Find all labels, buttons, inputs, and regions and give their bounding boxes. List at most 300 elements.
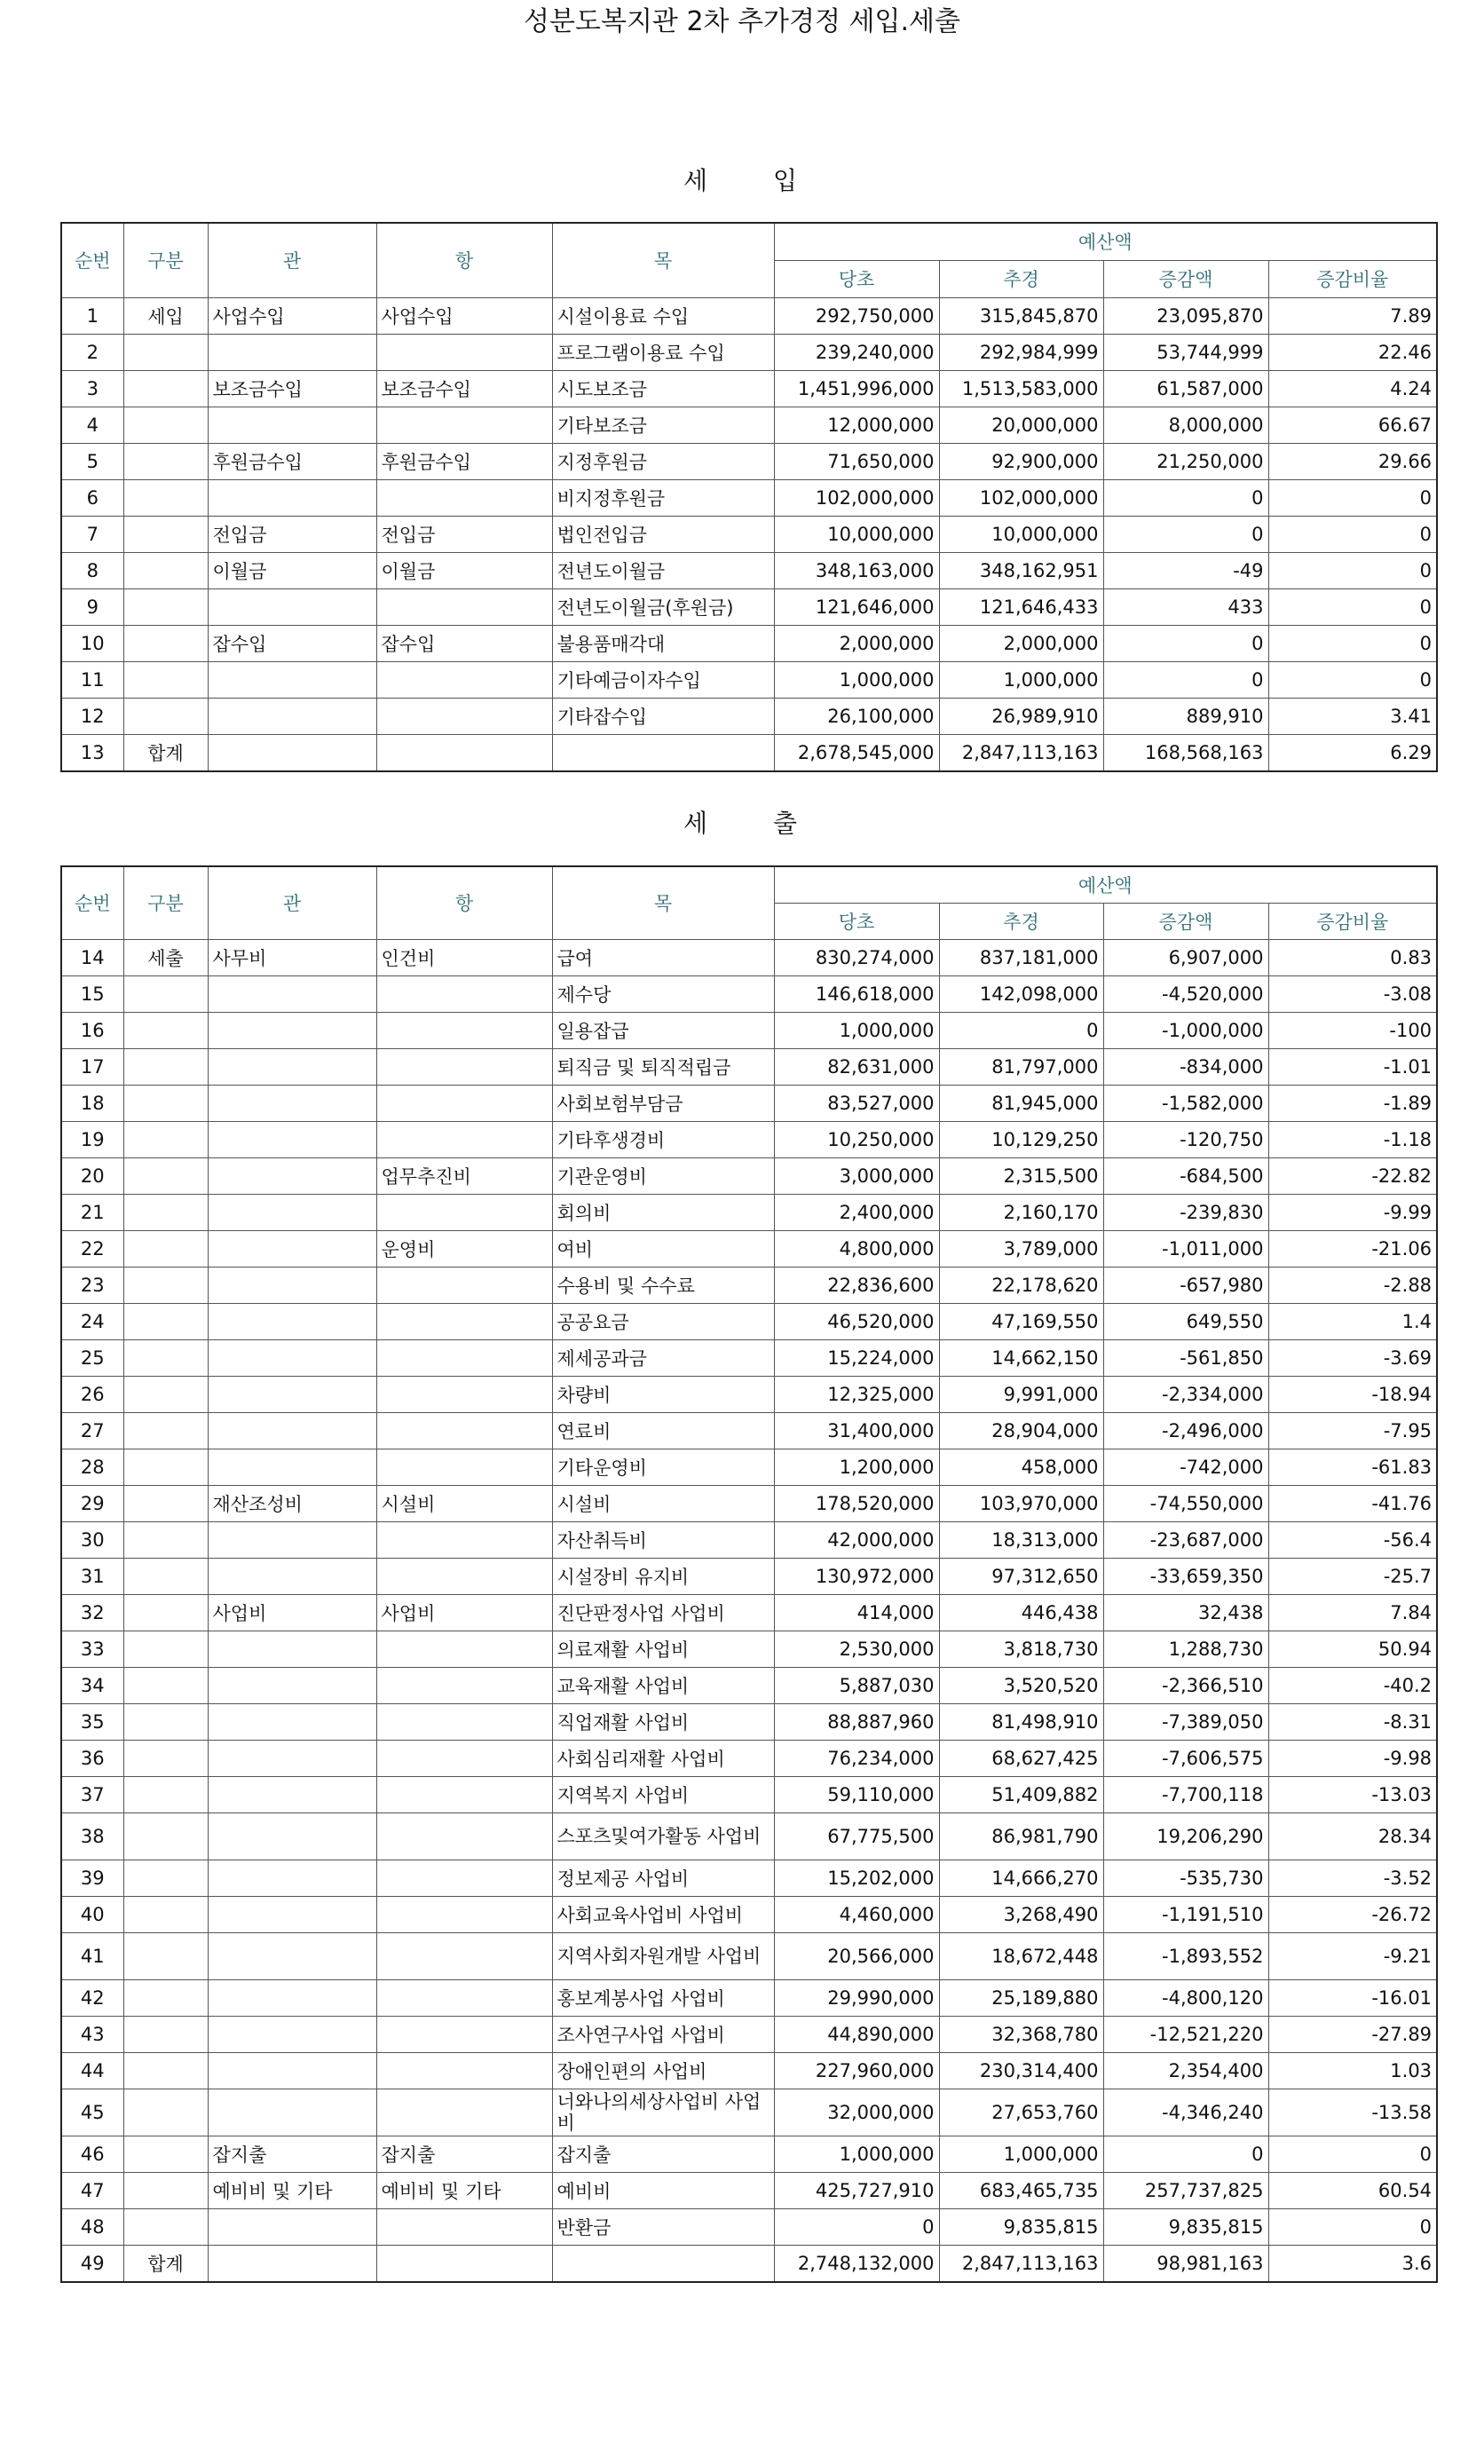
header-gubun: 구분 (123, 223, 208, 297)
row-category (123, 698, 208, 734)
row-original-amount: 29,990,000 (774, 1979, 939, 2016)
total-number: 49 (61, 2245, 123, 2282)
row-difference: -4,346,240 (1103, 2089, 1268, 2136)
row-category (123, 2208, 208, 2245)
row-category (123, 1896, 208, 1932)
row-category (123, 443, 208, 479)
row-ratio: -21.06 (1268, 1230, 1437, 1267)
row-mok: 기타잡수입 (552, 698, 774, 734)
row-gwan (208, 1932, 376, 1979)
row-difference: 889,910 (1103, 698, 1268, 734)
row-ratio: -13.03 (1268, 1776, 1437, 1812)
row-revised-amount: 102,000,000 (939, 479, 1103, 516)
table-row (61, 2208, 1437, 2245)
row-original-amount: 425,727,910 (774, 2172, 939, 2208)
row-hang (376, 407, 552, 443)
table-row (61, 1085, 1437, 1121)
row-original-amount: 10,000,000 (774, 516, 939, 552)
total-row (61, 734, 1437, 771)
row-original-amount: 15,224,000 (774, 1339, 939, 1376)
row-mok: 스포츠및여가활동 사업비 (552, 1812, 774, 1860)
row-number: 34 (61, 1667, 123, 1703)
row-mok: 반환금 (552, 2208, 774, 2245)
header-mok: 목 (552, 866, 774, 939)
row-category (123, 1740, 208, 1776)
header-hang: 항 (376, 223, 552, 297)
row-ratio: 0 (1268, 479, 1437, 516)
row-ratio: 1.4 (1268, 1303, 1437, 1339)
row-number: 21 (61, 1194, 123, 1230)
row-gwan (208, 2052, 376, 2089)
row-mok: 자산취득비 (552, 1521, 774, 1558)
row-mok: 지정후원금 (552, 443, 774, 479)
table-row (61, 1812, 1437, 1860)
row-ratio: -40.2 (1268, 1667, 1437, 1703)
header-gubun: 구분 (123, 866, 208, 939)
row-gwan (208, 1339, 376, 1376)
row-hang (376, 2089, 552, 2136)
row-number: 17 (61, 1048, 123, 1085)
row-number: 42 (61, 1979, 123, 2016)
row-difference: -834,000 (1103, 1048, 1268, 1085)
row-hang (376, 1376, 552, 1412)
row-gwan (208, 407, 376, 443)
table-row (61, 443, 1437, 479)
row-mok: 진단판정사업 사업비 (552, 1594, 774, 1631)
row-difference: -1,582,000 (1103, 1085, 1268, 1121)
row-difference: 433 (1103, 588, 1268, 625)
row-category (123, 1230, 208, 1267)
row-difference: -561,850 (1103, 1339, 1268, 1376)
row-revised-amount: 837,181,000 (939, 939, 1103, 975)
row-difference: -2,496,000 (1103, 1412, 1268, 1449)
row-hang (376, 1303, 552, 1339)
total-gwan (208, 2245, 376, 2282)
row-number: 30 (61, 1521, 123, 1558)
row-category (123, 588, 208, 625)
row-revised-amount: 2,315,500 (939, 1157, 1103, 1194)
row-revised-amount: 3,520,520 (939, 1667, 1103, 1703)
row-hang (376, 1776, 552, 1812)
row-difference: -4,520,000 (1103, 975, 1268, 1012)
row-number: 18 (61, 1085, 123, 1121)
table-row (61, 1230, 1437, 1267)
row-number: 19 (61, 1121, 123, 1157)
row-category (123, 1860, 208, 1896)
row-original-amount: 1,451,996,000 (774, 370, 939, 407)
row-difference: 19,206,290 (1103, 1812, 1268, 1860)
header-ratio: 증감비율 (1268, 903, 1437, 939)
row-revised-amount: 14,662,150 (939, 1339, 1103, 1376)
row-mok: 비지정후원금 (552, 479, 774, 516)
row-category (123, 479, 208, 516)
row-revised-amount: 86,981,790 (939, 1812, 1103, 1860)
row-original-amount: 1,000,000 (774, 2136, 939, 2172)
row-difference: 649,550 (1103, 1303, 1268, 1339)
row-hang: 업무추진비 (376, 1157, 552, 1194)
row-revised-amount: 81,498,910 (939, 1703, 1103, 1740)
header-original: 당초 (774, 260, 939, 297)
row-ratio: -61.83 (1268, 1449, 1437, 1485)
row-mok: 너와나의세상사업비 사업비 (552, 2089, 774, 2136)
row-mok: 여비 (552, 1230, 774, 1267)
row-hang (376, 334, 552, 370)
row-gwan: 잡수입 (208, 625, 376, 661)
row-ratio: 3.41 (1268, 698, 1437, 734)
row-gwan (208, 1157, 376, 1194)
table-row (61, 407, 1437, 443)
row-hang (376, 698, 552, 734)
row-ratio: 0 (1268, 516, 1437, 552)
row-revised-amount: 92,900,000 (939, 443, 1103, 479)
row-gwan: 사업비 (208, 1594, 376, 1631)
row-number: 23 (61, 1267, 123, 1303)
row-mok: 법인전입금 (552, 516, 774, 552)
row-mok: 잡지출 (552, 2136, 774, 2172)
row-revised-amount: 32,368,780 (939, 2016, 1103, 2052)
total-difference: 168,568,163 (1103, 734, 1268, 771)
total-label: 합계 (123, 734, 208, 771)
row-category (123, 625, 208, 661)
row-number: 40 (61, 1896, 123, 1932)
row-mok: 사회보험부담금 (552, 1085, 774, 1121)
row-difference: 0 (1103, 625, 1268, 661)
row-gwan (208, 1979, 376, 2016)
row-category (123, 1121, 208, 1157)
row-mok: 사회심리재활 사업비 (552, 1740, 774, 1776)
row-revised-amount: 142,098,000 (939, 975, 1103, 1012)
row-difference: -535,730 (1103, 1860, 1268, 1896)
row-mok: 불용품매각대 (552, 625, 774, 661)
row-ratio: -100 (1268, 1012, 1437, 1048)
row-number: 27 (61, 1412, 123, 1449)
row-category (123, 334, 208, 370)
row-ratio: -26.72 (1268, 1896, 1437, 1932)
table-row (61, 1194, 1437, 1230)
row-ratio: -1.01 (1268, 1048, 1437, 1085)
row-number: 12 (61, 698, 123, 734)
row-category (123, 1932, 208, 1979)
row-gwan (208, 975, 376, 1012)
row-number: 4 (61, 407, 123, 443)
row-original-amount: 76,234,000 (774, 1740, 939, 1776)
table-row (61, 2172, 1437, 2208)
row-original-amount: 292,750,000 (774, 297, 939, 334)
table-row (61, 1667, 1437, 1703)
row-difference: -2,366,510 (1103, 1667, 1268, 1703)
row-category (123, 1376, 208, 1412)
row-difference: 61,587,000 (1103, 370, 1268, 407)
row-category (123, 1194, 208, 1230)
table-row (61, 1412, 1437, 1449)
total-ratio: 6.29 (1268, 734, 1437, 771)
table-row (61, 1932, 1437, 1979)
row-original-amount: 1,000,000 (774, 1012, 939, 1048)
row-gwan (208, 1267, 376, 1303)
row-hang (376, 1521, 552, 1558)
row-category (123, 1667, 208, 1703)
row-original-amount: 146,618,000 (774, 975, 939, 1012)
row-hang: 예비비 및 기타 (376, 2172, 552, 2208)
row-number: 16 (61, 1012, 123, 1048)
row-gwan (208, 588, 376, 625)
row-ratio: 0 (1268, 552, 1437, 588)
row-category (123, 1558, 208, 1594)
row-number: 32 (61, 1594, 123, 1631)
row-number: 41 (61, 1932, 123, 1979)
row-revised-amount: 446,438 (939, 1594, 1103, 1631)
row-hang (376, 1121, 552, 1157)
table-row (61, 1703, 1437, 1740)
row-hang (376, 1412, 552, 1449)
table-row (61, 1339, 1437, 1376)
row-category (123, 2172, 208, 2208)
header-revised: 추경 (939, 260, 1103, 297)
row-ratio: 4.24 (1268, 370, 1437, 407)
row-difference: -120,750 (1103, 1121, 1268, 1157)
row-ratio: -3.52 (1268, 1860, 1437, 1896)
row-original-amount: 26,100,000 (774, 698, 939, 734)
row-number: 1 (61, 297, 123, 334)
table-row (61, 698, 1437, 734)
row-difference: -239,830 (1103, 1194, 1268, 1230)
row-mok: 수용비 및 수수료 (552, 1267, 774, 1303)
table-row (61, 1449, 1437, 1485)
row-hang (376, 1812, 552, 1860)
row-difference: -7,606,575 (1103, 1740, 1268, 1776)
row-original-amount: 830,274,000 (774, 939, 939, 975)
row-ratio: -18.94 (1268, 1376, 1437, 1412)
row-difference: 23,095,870 (1103, 297, 1268, 334)
row-hang (376, 2016, 552, 2052)
row-mok: 기타보조금 (552, 407, 774, 443)
row-category (123, 2016, 208, 2052)
table-row (61, 1303, 1437, 1339)
row-revised-amount: 3,268,490 (939, 1896, 1103, 1932)
table-row (61, 1485, 1437, 1521)
row-category (123, 1412, 208, 1449)
row-gwan (208, 1194, 376, 1230)
row-ratio: -3.08 (1268, 975, 1437, 1012)
row-revised-amount: 81,797,000 (939, 1048, 1103, 1085)
row-difference: 1,288,730 (1103, 1631, 1268, 1667)
row-mok: 직업재활 사업비 (552, 1703, 774, 1740)
row-mok: 지역복지 사업비 (552, 1776, 774, 1812)
table-row (61, 1860, 1437, 1896)
row-number: 46 (61, 2136, 123, 2172)
total-row (61, 2245, 1437, 2282)
row-hang (376, 1631, 552, 1667)
row-mok: 전년도이월금 (552, 552, 774, 588)
table-row (61, 2089, 1437, 2136)
row-category (123, 1449, 208, 1485)
table-row (61, 1121, 1437, 1157)
row-hang (376, 1932, 552, 1979)
row-hang (376, 2052, 552, 2089)
table-row (61, 1776, 1437, 1812)
row-revised-amount: 10,129,250 (939, 1121, 1103, 1157)
table-row (61, 1558, 1437, 1594)
row-category (123, 1267, 208, 1303)
row-category (123, 2089, 208, 2136)
row-mok: 시설비 (552, 1485, 774, 1521)
row-category (123, 1012, 208, 1048)
row-number: 14 (61, 939, 123, 975)
row-hang (376, 1267, 552, 1303)
row-number: 6 (61, 479, 123, 516)
row-mok: 지역사회자원개발 사업비 (552, 1932, 774, 1979)
row-mok: 시설장비 유지비 (552, 1558, 774, 1594)
row-mok: 조사연구사업 사업비 (552, 2016, 774, 2052)
row-mok: 예비비 (552, 2172, 774, 2208)
row-difference: 32,438 (1103, 1594, 1268, 1631)
row-gwan: 재산조성비 (208, 1485, 376, 1521)
row-revised-amount: 47,169,550 (939, 1303, 1103, 1339)
table-row (61, 297, 1437, 334)
row-revised-amount: 68,627,425 (939, 1740, 1103, 1776)
page-title: 성분도복지관 2차 추가경정 세입.세출 (524, 6, 960, 37)
row-ratio: 50.94 (1268, 1631, 1437, 1667)
row-ratio: -8.31 (1268, 1703, 1437, 1740)
row-original-amount: 239,240,000 (774, 334, 939, 370)
row-hang (376, 1339, 552, 1376)
row-difference: -7,389,050 (1103, 1703, 1268, 1740)
row-hang (376, 1896, 552, 1932)
row-revised-amount: 1,000,000 (939, 2136, 1103, 2172)
row-difference: -742,000 (1103, 1449, 1268, 1485)
row-original-amount: 3,000,000 (774, 1157, 939, 1194)
row-number: 22 (61, 1230, 123, 1267)
row-mok: 기타운영비 (552, 1449, 774, 1485)
row-category (123, 1631, 208, 1667)
row-hang: 보조금수입 (376, 370, 552, 407)
row-difference: -4,800,120 (1103, 1979, 1268, 2016)
row-revised-amount: 103,970,000 (939, 1485, 1103, 1521)
row-ratio: -9.98 (1268, 1740, 1437, 1776)
row-gwan: 예비비 및 기타 (208, 2172, 376, 2208)
row-gwan: 후원금수입 (208, 443, 376, 479)
header-no: 순번 (61, 223, 123, 297)
row-mok: 프로그램이용료 수입 (552, 334, 774, 370)
header-revised: 추경 (939, 903, 1103, 939)
row-gwan (208, 1048, 376, 1085)
table-row (61, 479, 1437, 516)
row-hang (376, 1194, 552, 1230)
row-number: 7 (61, 516, 123, 552)
row-revised-amount: 292,984,999 (939, 334, 1103, 370)
row-number: 47 (61, 2172, 123, 2208)
revenue-table (60, 222, 1438, 772)
row-category (123, 1594, 208, 1631)
row-revised-amount: 348,162,951 (939, 552, 1103, 588)
row-difference: -684,500 (1103, 1157, 1268, 1194)
row-hang: 후원금수입 (376, 443, 552, 479)
row-mok: 공공요금 (552, 1303, 774, 1339)
row-gwan: 이월금 (208, 552, 376, 588)
header-original: 당초 (774, 903, 939, 939)
row-difference: 0 (1103, 479, 1268, 516)
table-row (61, 661, 1437, 698)
row-ratio: -2.88 (1268, 1267, 1437, 1303)
row-ratio: -41.76 (1268, 1485, 1437, 1521)
table-row (61, 334, 1437, 370)
table-row (61, 2052, 1437, 2089)
row-mok: 제수당 (552, 975, 774, 1012)
row-revised-amount: 9,991,000 (939, 1376, 1103, 1412)
header-gwan: 관 (208, 866, 376, 939)
row-ratio: 7.89 (1268, 297, 1437, 334)
row-original-amount: 1,000,000 (774, 661, 939, 698)
header-mok: 목 (552, 223, 774, 297)
row-number: 31 (61, 1558, 123, 1594)
row-mok: 기타후생경비 (552, 1121, 774, 1157)
row-category (123, 1048, 208, 1085)
row-gwan (208, 334, 376, 370)
row-gwan (208, 2089, 376, 2136)
row-mok: 연료비 (552, 1412, 774, 1449)
row-ratio: -25.7 (1268, 1558, 1437, 1594)
row-hang: 잡수입 (376, 625, 552, 661)
row-original-amount: 1,200,000 (774, 1449, 939, 1485)
row-hang: 시설비 (376, 1485, 552, 1521)
row-category (123, 1085, 208, 1121)
row-difference: -657,980 (1103, 1267, 1268, 1303)
row-hang: 사업비 (376, 1594, 552, 1631)
row-ratio: -3.69 (1268, 1339, 1437, 1376)
row-original-amount: 15,202,000 (774, 1860, 939, 1896)
row-gwan: 사무비 (208, 939, 376, 975)
revenue-heading-part2: 입 (773, 166, 801, 195)
row-hang: 이월금 (376, 552, 552, 588)
row-number: 11 (61, 661, 123, 698)
row-ratio: 0 (1268, 661, 1437, 698)
row-hang: 운영비 (376, 1230, 552, 1267)
row-original-amount: 102,000,000 (774, 479, 939, 516)
row-number: 3 (61, 370, 123, 407)
row-ratio: 0 (1268, 588, 1437, 625)
header-no: 순번 (61, 866, 123, 939)
row-number: 5 (61, 443, 123, 479)
row-hang (376, 1860, 552, 1896)
row-difference: 257,737,825 (1103, 2172, 1268, 2208)
expense-heading-part2: 출 (773, 809, 801, 838)
row-mok: 제세공과금 (552, 1339, 774, 1376)
row-original-amount: 59,110,000 (774, 1776, 939, 1812)
table-row (61, 975, 1437, 1012)
table-row (61, 552, 1437, 588)
row-number: 35 (61, 1703, 123, 1740)
row-category (123, 1339, 208, 1376)
row-original-amount: 414,000 (774, 1594, 939, 1631)
row-ratio: -1.89 (1268, 1085, 1437, 1121)
total-gwan (208, 734, 376, 771)
row-mok: 회의비 (552, 1194, 774, 1230)
row-revised-amount: 97,312,650 (939, 1558, 1103, 1594)
row-gwan (208, 2208, 376, 2245)
row-difference: -1,893,552 (1103, 1932, 1268, 1979)
table-row (61, 1267, 1437, 1303)
row-number: 44 (61, 2052, 123, 2089)
row-original-amount: 348,163,000 (774, 552, 939, 588)
table-row (61, 1521, 1437, 1558)
row-category: 세출 (123, 939, 208, 975)
row-number: 9 (61, 588, 123, 625)
total-difference: 98,981,163 (1103, 2245, 1268, 2282)
row-mok: 시도보조금 (552, 370, 774, 407)
row-category (123, 1979, 208, 2016)
row-ratio: -27.89 (1268, 2016, 1437, 2052)
row-original-amount: 0 (774, 2208, 939, 2245)
